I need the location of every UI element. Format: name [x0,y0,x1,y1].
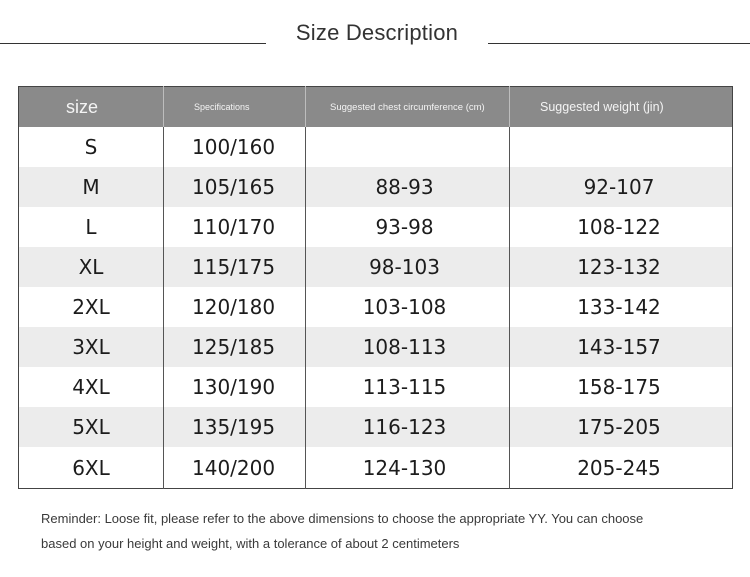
chest-cell: 103-108 [306,287,510,327]
table-row [19,167,733,207]
reminder-note [41,506,721,556]
weight-cell: 133-142 [577,295,661,319]
table-row [19,407,733,447]
table-row [19,447,733,489]
chest-cell: 88-93 [306,167,510,207]
size-cell: XL [19,247,164,287]
weight-cell: 158-175 [577,375,661,399]
spec-cell: 135/195 [164,407,306,447]
spec-cell: 100/160 [164,127,306,167]
table-row [19,367,733,407]
chest-cell: 113-115 [306,367,510,407]
spec-cell: 140/200 [164,447,306,489]
size-cell: M [19,167,164,207]
weight-cell: 123-132 [510,247,733,287]
weight-cell: 92-107 [510,167,733,207]
header-size: size [19,87,164,128]
spec-cell: 130/190 [164,367,306,407]
size-cell: 5XL [19,407,164,447]
weight-cell: 143-157 [510,327,733,367]
spec-cell: 120/180 [164,287,306,327]
table-row [19,327,733,367]
weight-cell: 175-205 [510,407,733,447]
size-cell: L [19,207,164,247]
size-cell: 4XL [19,367,164,407]
table-row [19,207,733,247]
table-row [19,127,733,167]
title-rule-left [0,43,266,44]
weight-cell: 205-245 [577,455,661,480]
chest-cell: 116-123 [306,407,510,447]
chest-cell: 93-98 [306,207,510,247]
chest-cell: 124-130 [306,447,510,489]
table-row [19,247,733,287]
table-header-row [19,87,733,128]
header-chest-circumference: Suggested chest circumference (cm) [306,87,510,128]
spec-cell: 115/175 [164,247,306,287]
size-cell: 2XL [19,287,164,327]
spec-cell: 105/165 [164,167,306,207]
size-cell: 6XL [19,447,164,489]
size-cell: 3XL [19,327,164,367]
reminder-line-2: based on your height and weight, with a tolerance of about 2 centimeters [41,536,460,551]
header-specifications: Specifications [164,87,306,128]
title-rule-right [488,43,750,44]
chest-cell: 98-103 [306,247,510,287]
header-weight: Suggested weight (jin) [510,87,733,128]
weight-cell [510,127,733,167]
spec-cell: 125/185 [164,327,306,367]
chest-cell: 108-113 [306,327,510,367]
page-title: Size Description [295,20,459,45]
table-row [19,287,733,327]
reminder-line-1: Reminder: Loose fit, please refer to the above dimensions to choose the appropriate YY. You can choose [41,511,644,526]
weight-cell: 108-122 [577,215,661,239]
chest-cell [306,127,510,167]
size-table [18,86,733,489]
spec-cell: 110/170 [164,207,306,247]
size-cell: S [19,127,164,167]
